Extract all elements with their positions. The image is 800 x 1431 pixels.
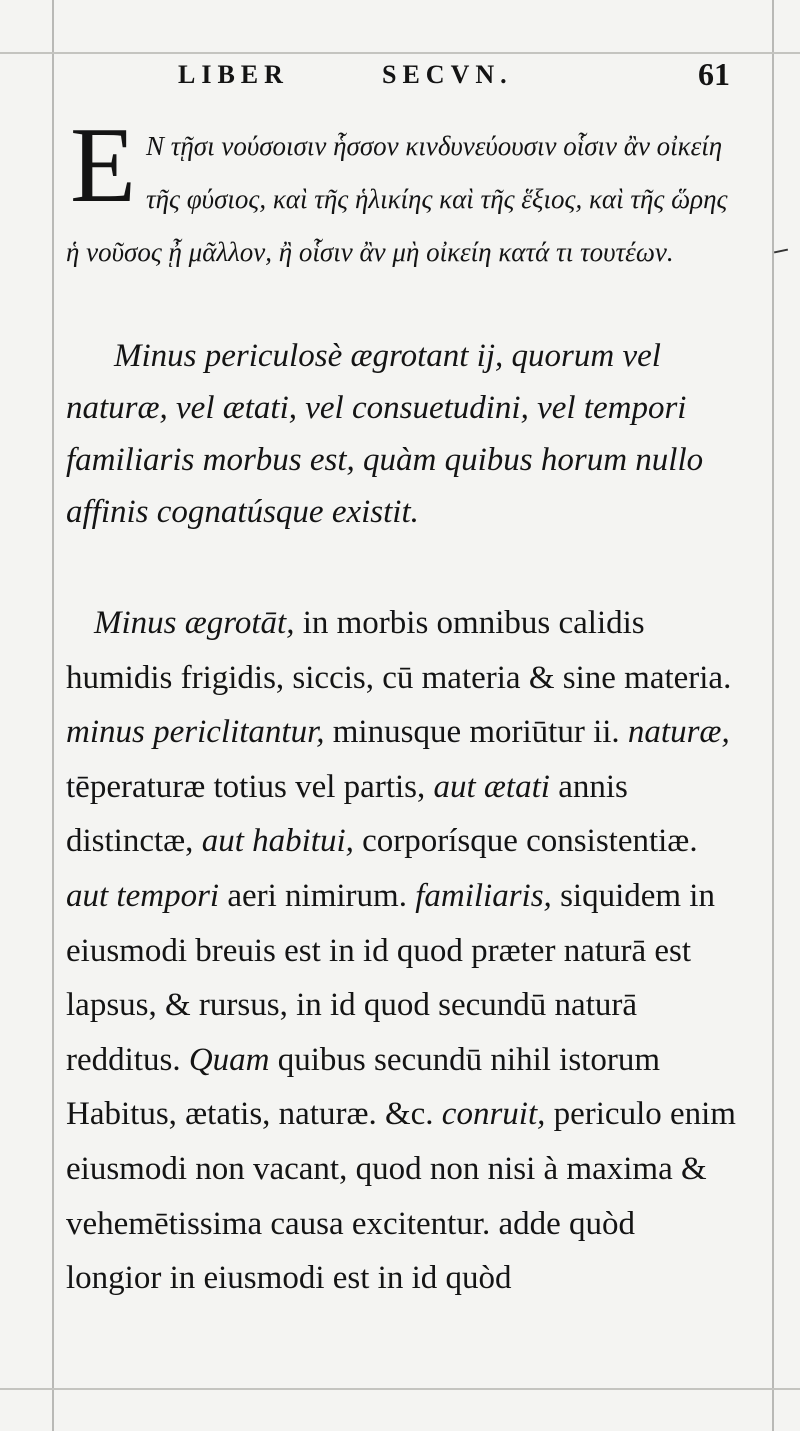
header-left: LIBER xyxy=(178,60,289,89)
greek-aphorism xyxy=(66,106,746,279)
footer-rule xyxy=(0,1388,800,1390)
commentary-lemma: aut habitui, xyxy=(201,823,354,860)
latin-translation: Minus periculosè ægrotant ij, quorum vel naturæ, vel ætati, vel consuetudini, vel tempori familiaris morbus est, quàm quibus horum nullo affinis cognatúsque existit. xyxy=(66,338,704,530)
commentary-lemma: naturæ, xyxy=(627,714,730,751)
page-border-right xyxy=(772,0,774,1431)
page-border-left xyxy=(52,0,54,1431)
drop-cap: E xyxy=(70,106,136,225)
commentary-text: corporísque consistentiæ. xyxy=(353,823,698,860)
commentary-text: annis distinctæ, xyxy=(66,768,628,860)
commentary-lemma: familiaris, xyxy=(415,877,552,914)
greek-text: Ν τῇσι νούσοισιν ἧσσον κινδυνεύουσιν οἷσιν ἂν οἰκείη τῆς φύσιος, καὶ τῆς ἡλικίης καὶ τῆς ἕξιος, καὶ τῆς ὥρης ἡ νοῦσος ᾖ μᾶλλον, ἢ οἷσιν ἂν μὴ οἰκείη κατά τι τουτέων. xyxy=(66,131,728,267)
commentary-text: periculo enim eiusmodi non vacant, quod non nisi à maxima & vehemētissima causa excitentur. adde quòd longior in eiusmodi est in id quòd xyxy=(66,1096,736,1297)
header-middle: SECVN. xyxy=(382,60,513,89)
page-number: 61 xyxy=(698,56,730,92)
commentary-lemma: conruit, xyxy=(441,1096,546,1133)
margin-mark xyxy=(774,249,788,254)
commentary-lemma: Minus ægrotāt, xyxy=(94,605,295,641)
commentary-paragraph xyxy=(66,596,738,1306)
commentary-text: tēperaturæ totius vel partis, xyxy=(66,768,434,805)
header-rule xyxy=(0,52,800,54)
commentary-lemma: Quam xyxy=(188,1041,270,1078)
commentary-text: quibus secundū nihil istorum Habitus, ætatis, naturæ. &c. xyxy=(66,1041,660,1133)
commentary-text: siquidem in eiusmodi breuis est in id quod præter naturā est lapsus, & rursus, in id quod secundū naturā redditus. xyxy=(66,877,715,1078)
commentary-lemma: aut tempori xyxy=(66,877,220,914)
commentary-lemma: aut ætati xyxy=(433,768,550,805)
running-header xyxy=(170,56,740,96)
commentary-lemma: minus periclitantur, xyxy=(66,714,325,751)
commentary-text: in morbis omnibus calidis humidis frigidis, siccis, cū materia & sine materia. xyxy=(66,605,732,696)
commentary-text: aeri nimirum. xyxy=(219,877,416,914)
commentary-text: minusque moriūtur ii. xyxy=(324,714,628,751)
